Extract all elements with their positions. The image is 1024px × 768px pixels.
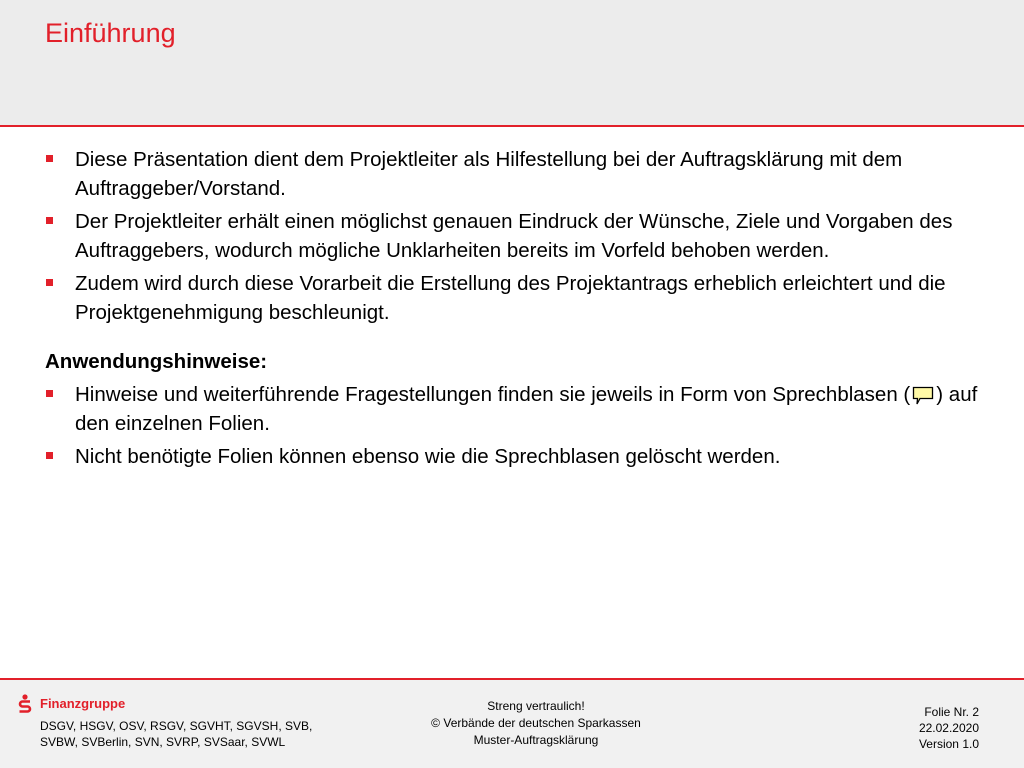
bullet-item (45, 207, 985, 265)
bullet-item (45, 145, 985, 203)
slide-date: 22.02.2020 (918, 721, 979, 735)
speech-bubble-icon (912, 386, 934, 402)
bullet-text: Nicht benötigte Folien können ebenso wie die Sprechblasen gelöscht werden. (75, 445, 781, 468)
association-line: SVBW, SVBerlin, SVN, SVRP, SVSaar, SVWL (40, 735, 286, 749)
association-list (40, 718, 312, 750)
confidential-label: Streng vertraulich! (487, 699, 585, 713)
bullet-square-icon (46, 279, 53, 286)
association-line: DSGV, HSGV, OSV, RSGV, SGVHT, SGVSH, SVB, (40, 719, 313, 733)
bullet-text: Der Projektleiter erhält einen möglichst genauen Eindruck der Wünsche, Ziele und Vorgaben des Auftraggebers, wodurch mögliche Unklarheiten bereits im Vorfeld behoben werden. (75, 210, 953, 262)
slide-number: Folie Nr. 2 (924, 705, 979, 719)
bullet-text: Zudem wird durch diese Vorarbeit die Erstellung des Projektantrags erheblich erleichtert und die Projektgenehmigung beschleunigt. (75, 272, 946, 324)
sparkasse-logo-icon (18, 694, 32, 714)
bullet-square-icon (46, 390, 53, 397)
bullet-square-icon (46, 452, 53, 459)
section-heading: Anwendungshinweise: (45, 350, 268, 373)
bullet-text: ) auf den einzelnen Folien. (75, 383, 978, 435)
document-version: Version 1.0 (918, 737, 979, 751)
header-divider (0, 125, 1024, 127)
copyright-label: © Verbände der deutschen Sparkassen (431, 716, 641, 730)
bullet-item (45, 442, 985, 471)
bullet-item (45, 269, 985, 327)
bullet-text: Diese Präsentation dient dem Projektleiter als Hilfestellung bei der Auftragsklärung mit dem Auftraggeber/Vorstand. (75, 148, 903, 200)
slide-content (45, 145, 985, 475)
footer-center-text (386, 698, 686, 749)
bullet-item (45, 380, 985, 438)
bullet-square-icon (46, 155, 53, 162)
brand-name: Finanzgruppe (40, 696, 126, 711)
slide-title: Einführung (45, 18, 176, 48)
document-name: Muster-Auftragsklärung (473, 733, 599, 747)
footer-meta (919, 704, 979, 752)
bullet-square-icon (46, 217, 53, 224)
bullet-text: Hinweise und weiterführende Fragestellungen finden sie jeweils in Form von Sprechblasen ( (75, 383, 911, 406)
